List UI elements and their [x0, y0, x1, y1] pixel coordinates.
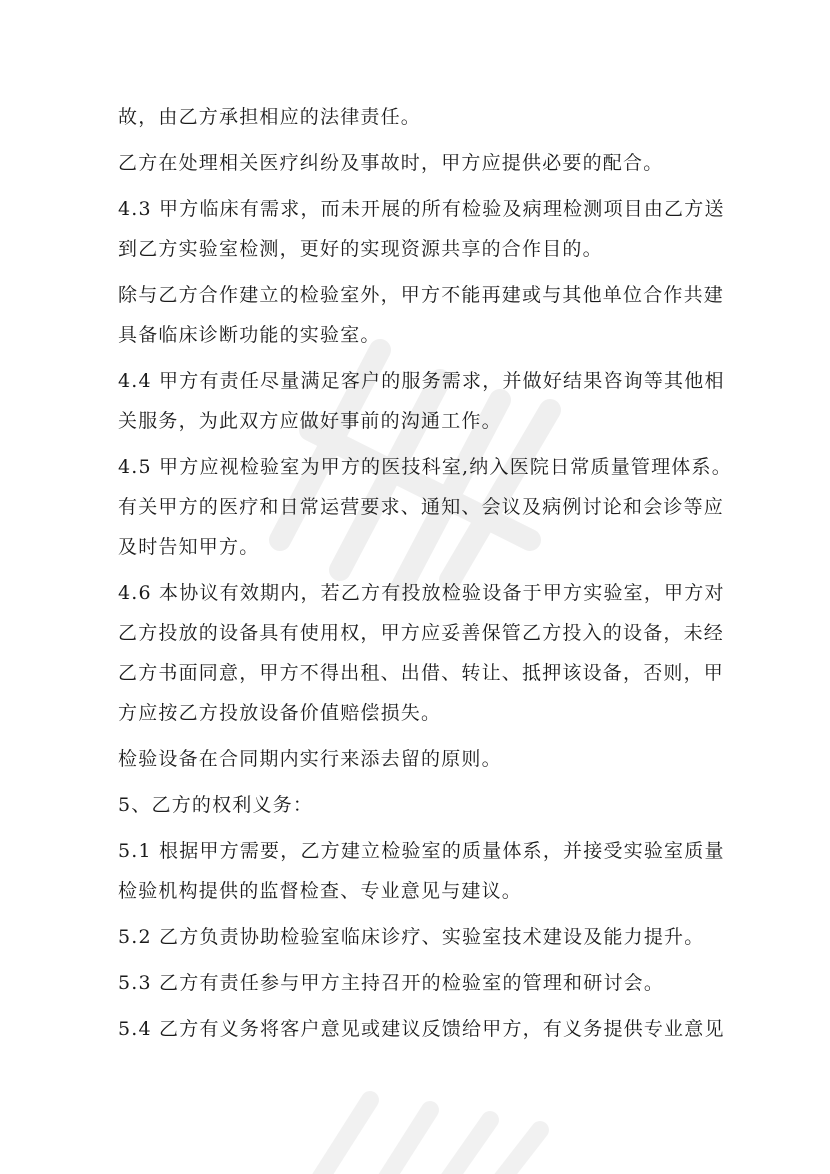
text-line: 及时告知甲方。 — [118, 536, 260, 558]
text-line: 具备临床诊断功能的实验室。 — [118, 324, 381, 346]
text-line: 乙方在处理相关医疗纠纷及事故时，甲方应提供必要的配合。 — [118, 152, 664, 174]
text-line: 4.6 本协议有效期内，若乙方有投放检验设备于甲方实验室，甲方对 — [118, 582, 725, 604]
text-line: 关服务，为此双方应做好事前的沟通工作。 — [118, 410, 502, 432]
text-line: 故，由乙方承担相应的法律责任。 — [118, 106, 422, 128]
text-line: 4.4 甲方有责任尽量满足客户的服务需求，并做好结果咨询等其他相 — [118, 370, 725, 392]
text-line: 有关甲方的医疗和日常运营要求、通知、会议及病例讨论和会诊等应 — [118, 496, 725, 518]
text-line: 5.3 乙方有责任参与甲方主持召开的检验室的管理和研讨会。 — [118, 972, 665, 994]
document-body — [118, 104, 732, 1042]
text-line: 到乙方实验室检测，更好的实现资源共享的合作目的。 — [118, 238, 603, 260]
text-line: 检验设备在合同期内实行来添去留的原则。 — [118, 748, 502, 770]
text-line: 5.1 根据甲方需要，乙方建立检验室的质量体系，并接受实验室质量 — [118, 840, 725, 862]
text-line: 除与乙方合作建立的检验室外，甲方不能再建或与其他单位合作共建 — [118, 284, 725, 306]
text-line: 5.4 乙方有义务将客户意见或建议反馈给甲方，有义务提供专业意见 — [118, 1018, 725, 1040]
text-line: 乙方投放的设备具有使用权，甲方应妥善保管乙方投入的设备，未经 — [118, 622, 725, 644]
text-line: 方应按乙方投放设备价值赔偿损失。 — [118, 702, 442, 724]
text-line: 4.5 甲方应视检验室为甲方的医技科室,纳入医院日常质量管理体系。 — [118, 456, 732, 478]
text-line: 乙方书面同意，甲方不得出租、出借、转让、抵押该设备，否则，甲 — [118, 662, 725, 684]
text-line: 检验机构提供的监督检查、专业意见与建议。 — [118, 880, 523, 902]
watermark-logo-icon-bottom — [280, 1080, 560, 1174]
text-line: 4.3 甲方临床有需求，而未开展的所有检验及病理检测项目由乙方送 — [118, 198, 725, 220]
section-heading: 5、乙方的权利义务： — [118, 794, 314, 816]
text-line: 5.2 乙方负责协助检验室临床诊疗、实验室技术建设及能力提升。 — [118, 926, 705, 948]
